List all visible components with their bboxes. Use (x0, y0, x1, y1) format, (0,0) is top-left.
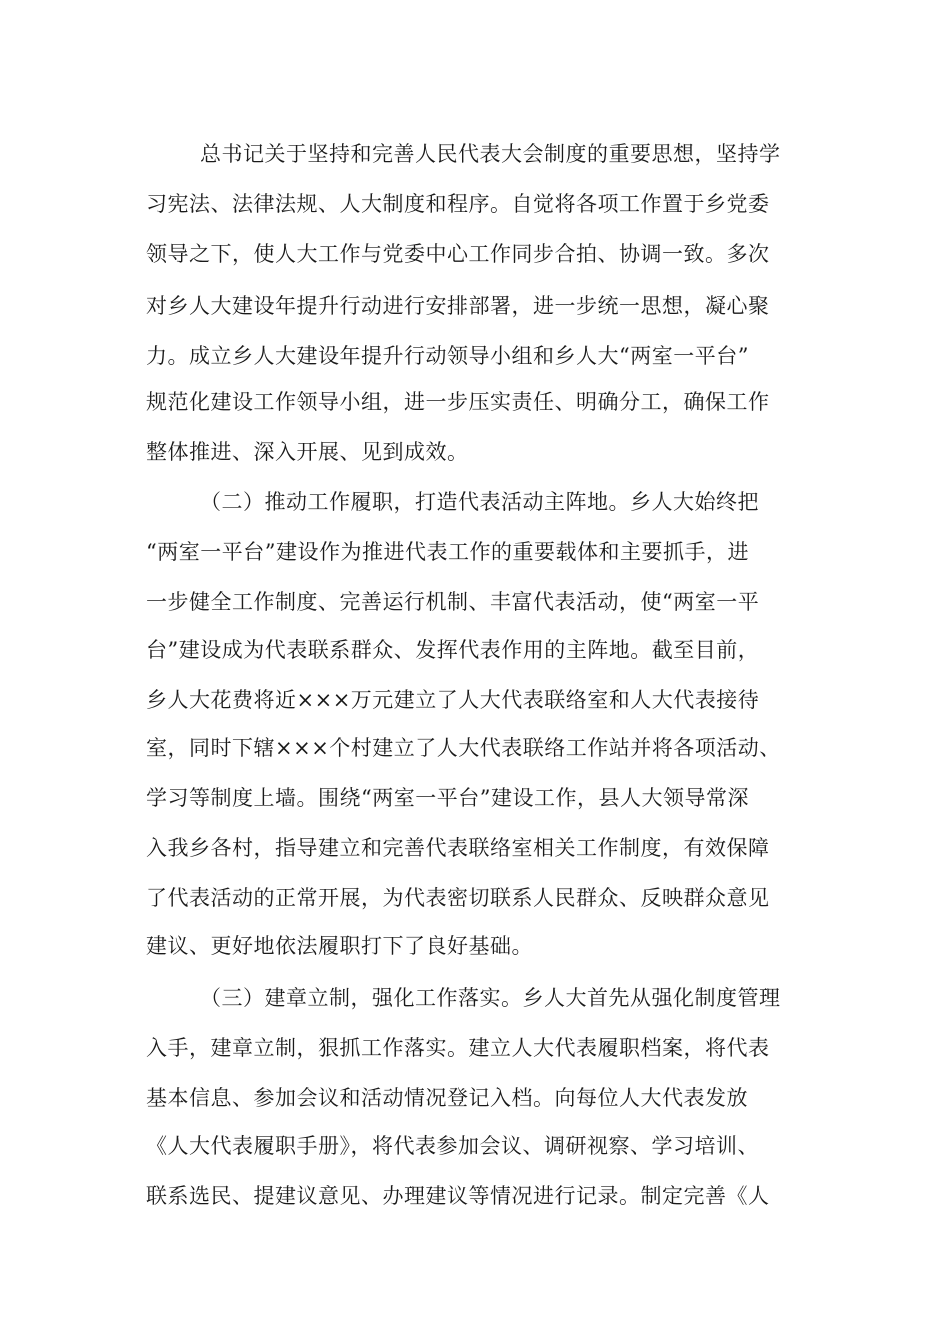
text-line: 基本信息、参加会议和活动情况登记入档。向每位人大代表发放 (146, 1086, 748, 1110)
text-line: 力。成立乡人大建设年提升行动领导小组和乡人大“两室一平台” (146, 344, 749, 368)
text-line: （二）推动工作履职，打造代表活动主阵地。乡人大始终把 (200, 490, 759, 514)
text-line: 规范化建设工作领导小组，进一步压实责任、明确分工，确保工作 (146, 390, 770, 414)
text-line: 入我乡各村，指导建立和完善代表联络室相关工作制度，有效保障 (146, 836, 770, 860)
text-line: 室，同时下辖×××个村建立了人大代表联络工作站并将各项活动、 (146, 736, 781, 760)
text-line: 台”建设成为代表联系群众、发挥代表作用的主阵地。截至目前， (146, 638, 760, 662)
text-line: （三）建章立制，强化工作落实。乡人大首先从强化制度管理 (200, 986, 781, 1010)
text-line: 学习等制度上墙。围绕“两室一平台”建设工作，县人大领导常深 (146, 786, 749, 810)
text-line: 乡人大花费将近×××万元建立了人大代表联络室和人大代表接待 (146, 688, 760, 712)
text-line: 整体推进、深入开展、见到成效。 (146, 440, 469, 464)
text-line: 领导之下，使人大工作与党委中心工作同步合拍、协调一致。多次 (146, 242, 770, 266)
text-line: 总书记关于坚持和完善人民代表大会制度的重要思想，坚持学 (200, 142, 781, 166)
text-line: 一步健全工作制度、完善运行机制、丰富代表活动，使“两室一平 (146, 590, 760, 614)
text-line: “两室一平台”建设作为推进代表工作的重要载体和主要抓手，进 (146, 540, 749, 564)
text-line: 《人大代表履职手册》，将代表参加会议、调研视察、学习培训、 (146, 1134, 759, 1158)
text-line: 入手，建章立制，狠抓工作落实。建立人大代表履职档案，将代表 (146, 1036, 770, 1060)
text-line: 建议、更好地依法履职打下了良好基础。 (146, 934, 533, 958)
text-line: 对乡人大建设年提升行动进行安排部署，进一步统一思想，凝心聚 (146, 294, 770, 318)
text-line: 了代表活动的正常开展，为代表密切联系人民群众、反映群众意见 (146, 886, 770, 910)
text-line: 习宪法、法律法规、人大制度和程序。自觉将各项工作置于乡党委 (146, 192, 770, 216)
text-line: 联系选民、提建议意见、办理建议等情况进行记录。制定完善《人 (146, 1184, 770, 1208)
